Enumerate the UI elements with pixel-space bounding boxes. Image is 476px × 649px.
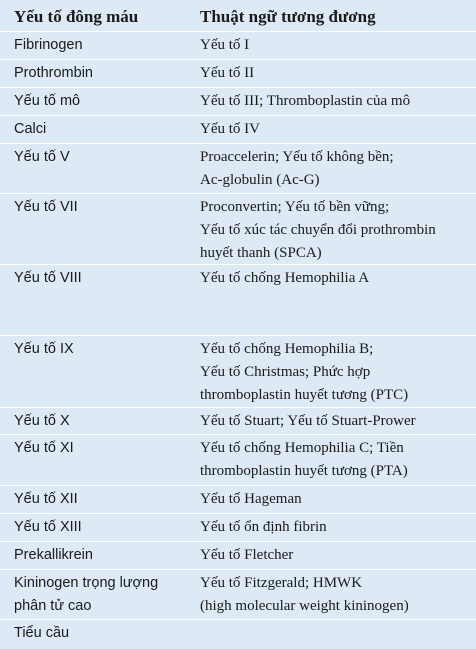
term-cell: Proaccelerin; Yếu tố không bền; Ac-globulin (Ac-G) [200, 149, 394, 188]
factor-cell: Yếu tố VII [14, 199, 78, 215]
factor-cell: Yếu tố XIII [14, 519, 82, 535]
term-cell: Yếu tố chống Hemophilia C; Tiền thromboplastin huyết tương (PTA) [200, 440, 408, 479]
factor-cell: Prekallikrein [14, 547, 93, 563]
factor-cell: Yếu tố mô [14, 93, 81, 109]
table-row [0, 32, 476, 60]
term-cell: Yếu tố ổn định fibrin [200, 519, 327, 535]
table-row [0, 265, 476, 336]
term-cell: Yếu tố Fletcher [200, 547, 294, 563]
term-cell: Yếu tố III; Thromboplastin của mô [200, 93, 411, 109]
table-row [0, 542, 476, 570]
table-row [0, 194, 476, 265]
table-row [0, 88, 476, 116]
factor-cell: Yếu tố V [14, 149, 70, 165]
factor-cell: Yếu tố IX [14, 341, 74, 357]
term-cell [189, 620, 476, 622]
table-row [0, 408, 476, 435]
factor-cell: Prothrombin [14, 65, 93, 81]
factor-cell: Fibrinogen [14, 37, 83, 53]
factor-cell: Calci [14, 121, 47, 137]
table-row [0, 570, 476, 620]
factor-cell: Yếu tố XI [14, 440, 74, 456]
table-row [0, 116, 476, 144]
term-cell: Yếu tố I [200, 37, 250, 53]
factor-cell: Tiểu cầu [14, 625, 70, 641]
term-cell: Yếu tố IV [200, 121, 260, 137]
header-equivalent-term: Thuật ngữ tương đương [200, 6, 376, 26]
table-row [0, 435, 476, 486]
table-row [0, 144, 476, 194]
term-cell: Yếu tố chống Hemophilia B; Yếu tố Christmas; Phức hợp thromboplastin huyết tương (PTC) [200, 341, 409, 403]
factor-cell: Yếu tố XII [14, 491, 78, 507]
term-cell: Yếu tố II [200, 65, 255, 81]
term-cell: Yếu tố Fitzgerald; HMWK (high molecular weight kininogen) [200, 575, 409, 614]
term-cell: Yếu tố Hageman [200, 491, 302, 507]
table-row [0, 336, 476, 408]
factor-cell: Yếu tố X [14, 413, 70, 429]
factor-cell: Yếu tố VIII [14, 270, 82, 286]
table-header [0, 0, 476, 32]
term-cell: Yếu tố chống Hemophilia A [200, 270, 370, 286]
term-cell: Proconvertin; Yếu tố bền vững; Yếu tố xúc tác chuyển đổi prothrombin huyết thanh (SPCA) [200, 199, 436, 261]
table-row [0, 514, 476, 542]
header-coagulation-factor: Yếu tố đông máu [14, 6, 139, 26]
table-row [0, 620, 476, 648]
factor-cell: Kininogen trọng lượng phân tử cao [14, 575, 159, 614]
table-row [0, 60, 476, 88]
term-cell: Yếu tố Stuart; Yếu tố Stuart-Prower [200, 413, 416, 429]
table-row [0, 486, 476, 514]
